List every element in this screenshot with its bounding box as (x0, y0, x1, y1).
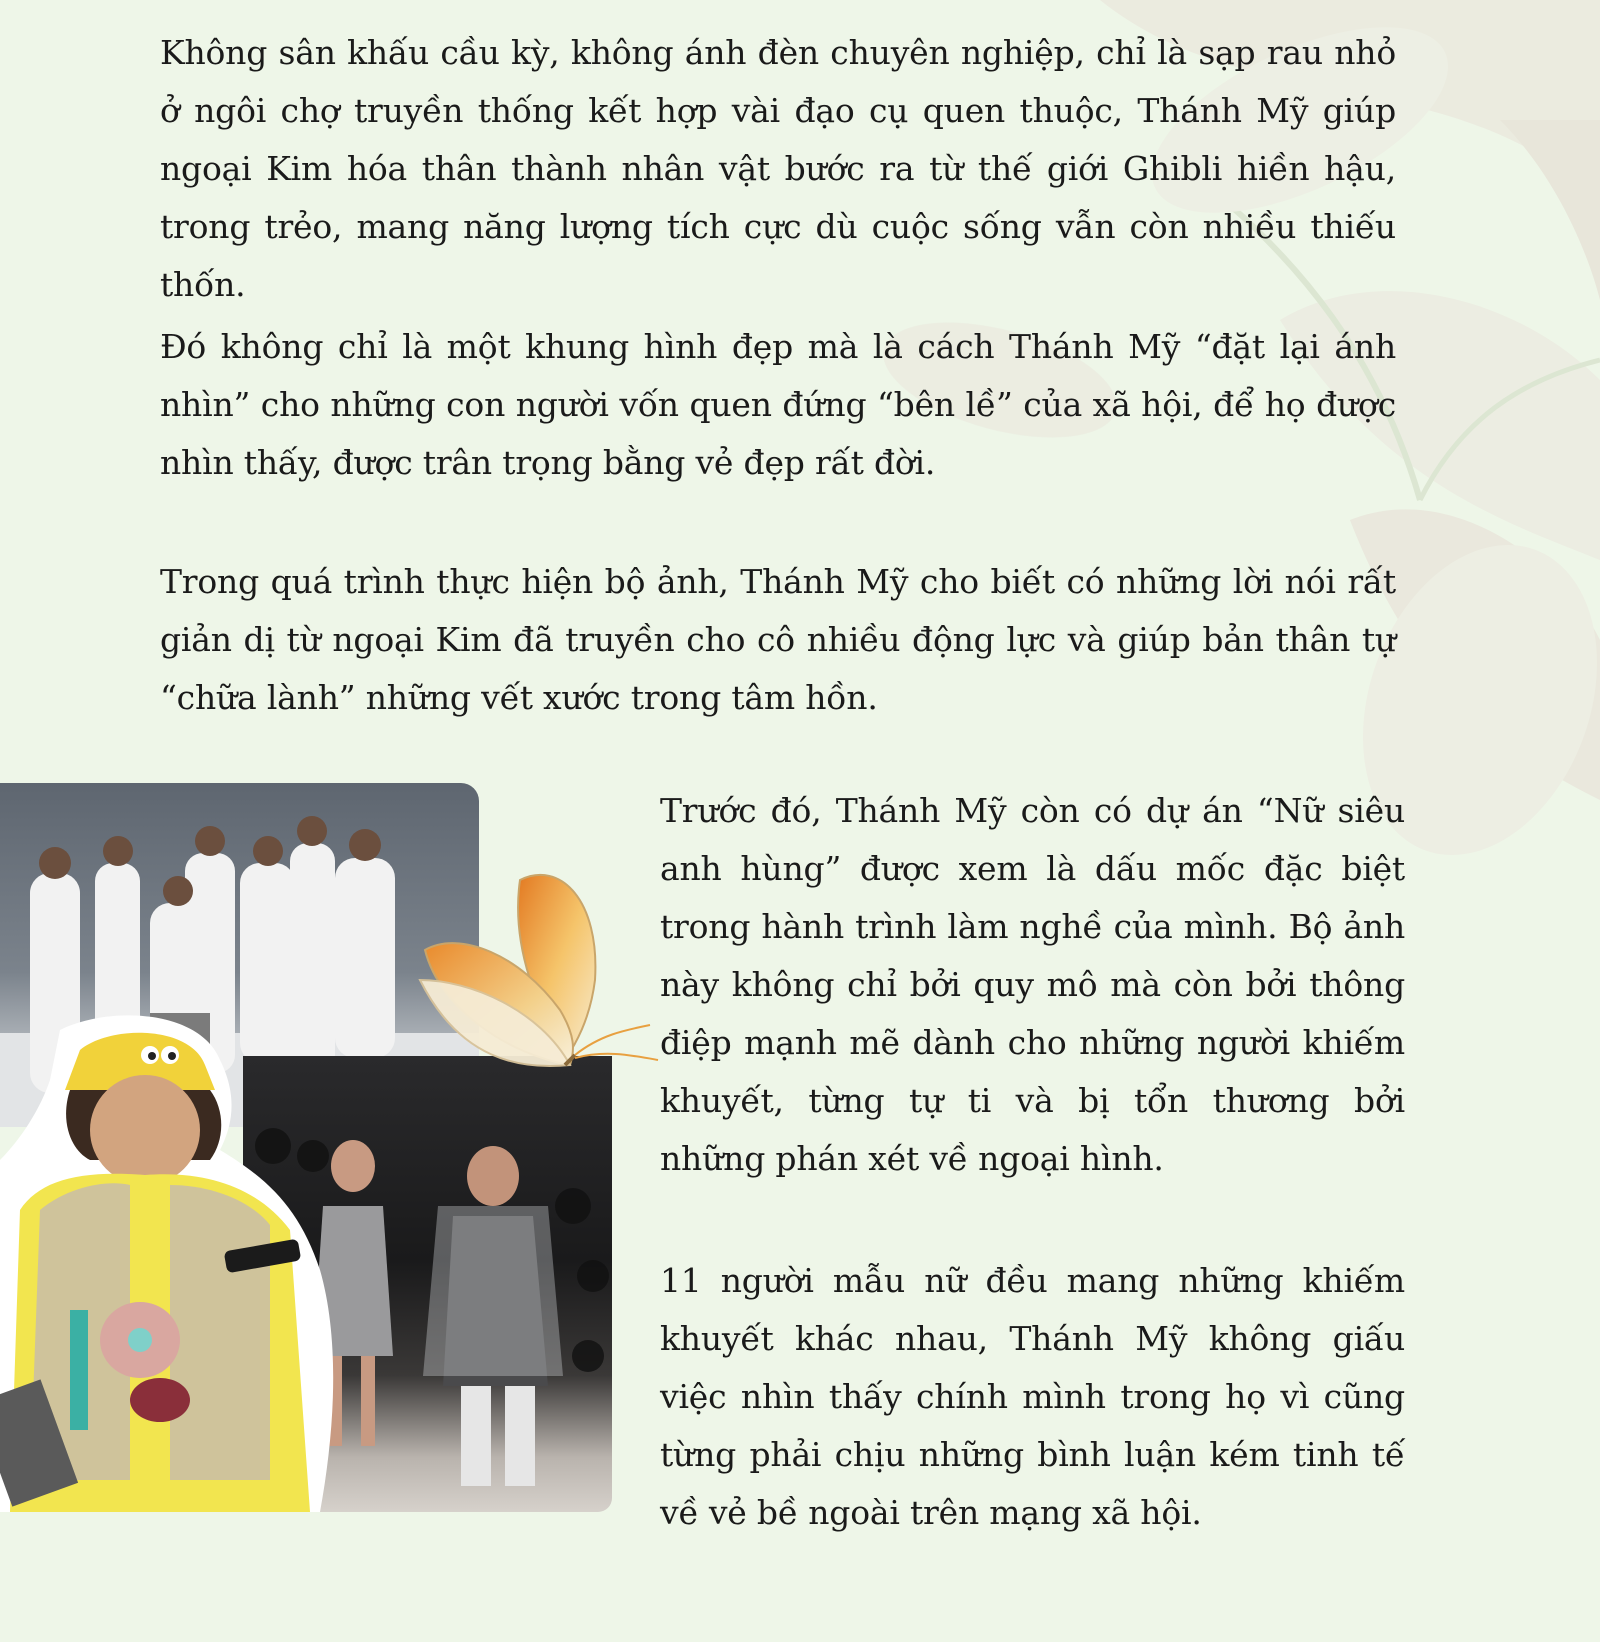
paragraph-healing: Trong quá trình thực hiện bộ ảnh, Thánh Mỹ cho biết có những lời nói rất giản dị từ ngoại Kim đã truyền cho cô nhiều động lực và giúp bản thân tự “chữa lành” những vết xước trong tâm hồn. (160, 562, 1396, 717)
paragraph-superhero-project: Trước đó, Thánh Mỹ còn có dự án “Nữ siêu anh hùng” được xem là dấu mốc đặc biệt trong hành trình làm nghề của mình. Bộ ảnh này không chỉ bởi quy mô mà còn bởi thông điệp mạnh mẽ dành cho những người khiếm khuyết, từng tự ti và bị tổn thương bởi những phán xét về ngoại hình. (660, 791, 1405, 1178)
photo-portrait-yellow (0, 1010, 340, 1512)
butterfly-illustration (400, 860, 670, 1080)
paragraph-perspective: Đó không chỉ là một khung hình đẹp mà là cách Thánh Mỹ “đặt lại ánh nhìn” cho những con người vốn quen đứng “bên lề” của xã hội, để họ được nhìn thấy, được trân trọng bằng vẻ đẹp rất đời. (160, 327, 1396, 482)
paragraph-models: 11 người mẫu nữ đều mang những khiếm khuyết khác nhau, Thánh Mỹ không giấu việc nhìn thấy chính mình trong họ vì cũng từng phải chịu những bình luận kém tinh tế về vẻ bề ngoài trên mạng xã hội. (660, 1261, 1405, 1532)
paragraph-intro: Không sân khấu cầu kỳ, không ánh đèn chuyên nghiệp, chỉ là sạp rau nhỏ ở ngôi chợ truyền thống kết hợp vài đạo cụ quen thuộc, Thánh Mỹ giúp ngoại Kim hóa thân thành nhân vật bước ra từ thế giới Ghibli hiền hậu, trong trẻo, mang năng lượng tích cực dù cuộc sống vẫn còn nhiều thiếu thốn. (160, 33, 1396, 304)
